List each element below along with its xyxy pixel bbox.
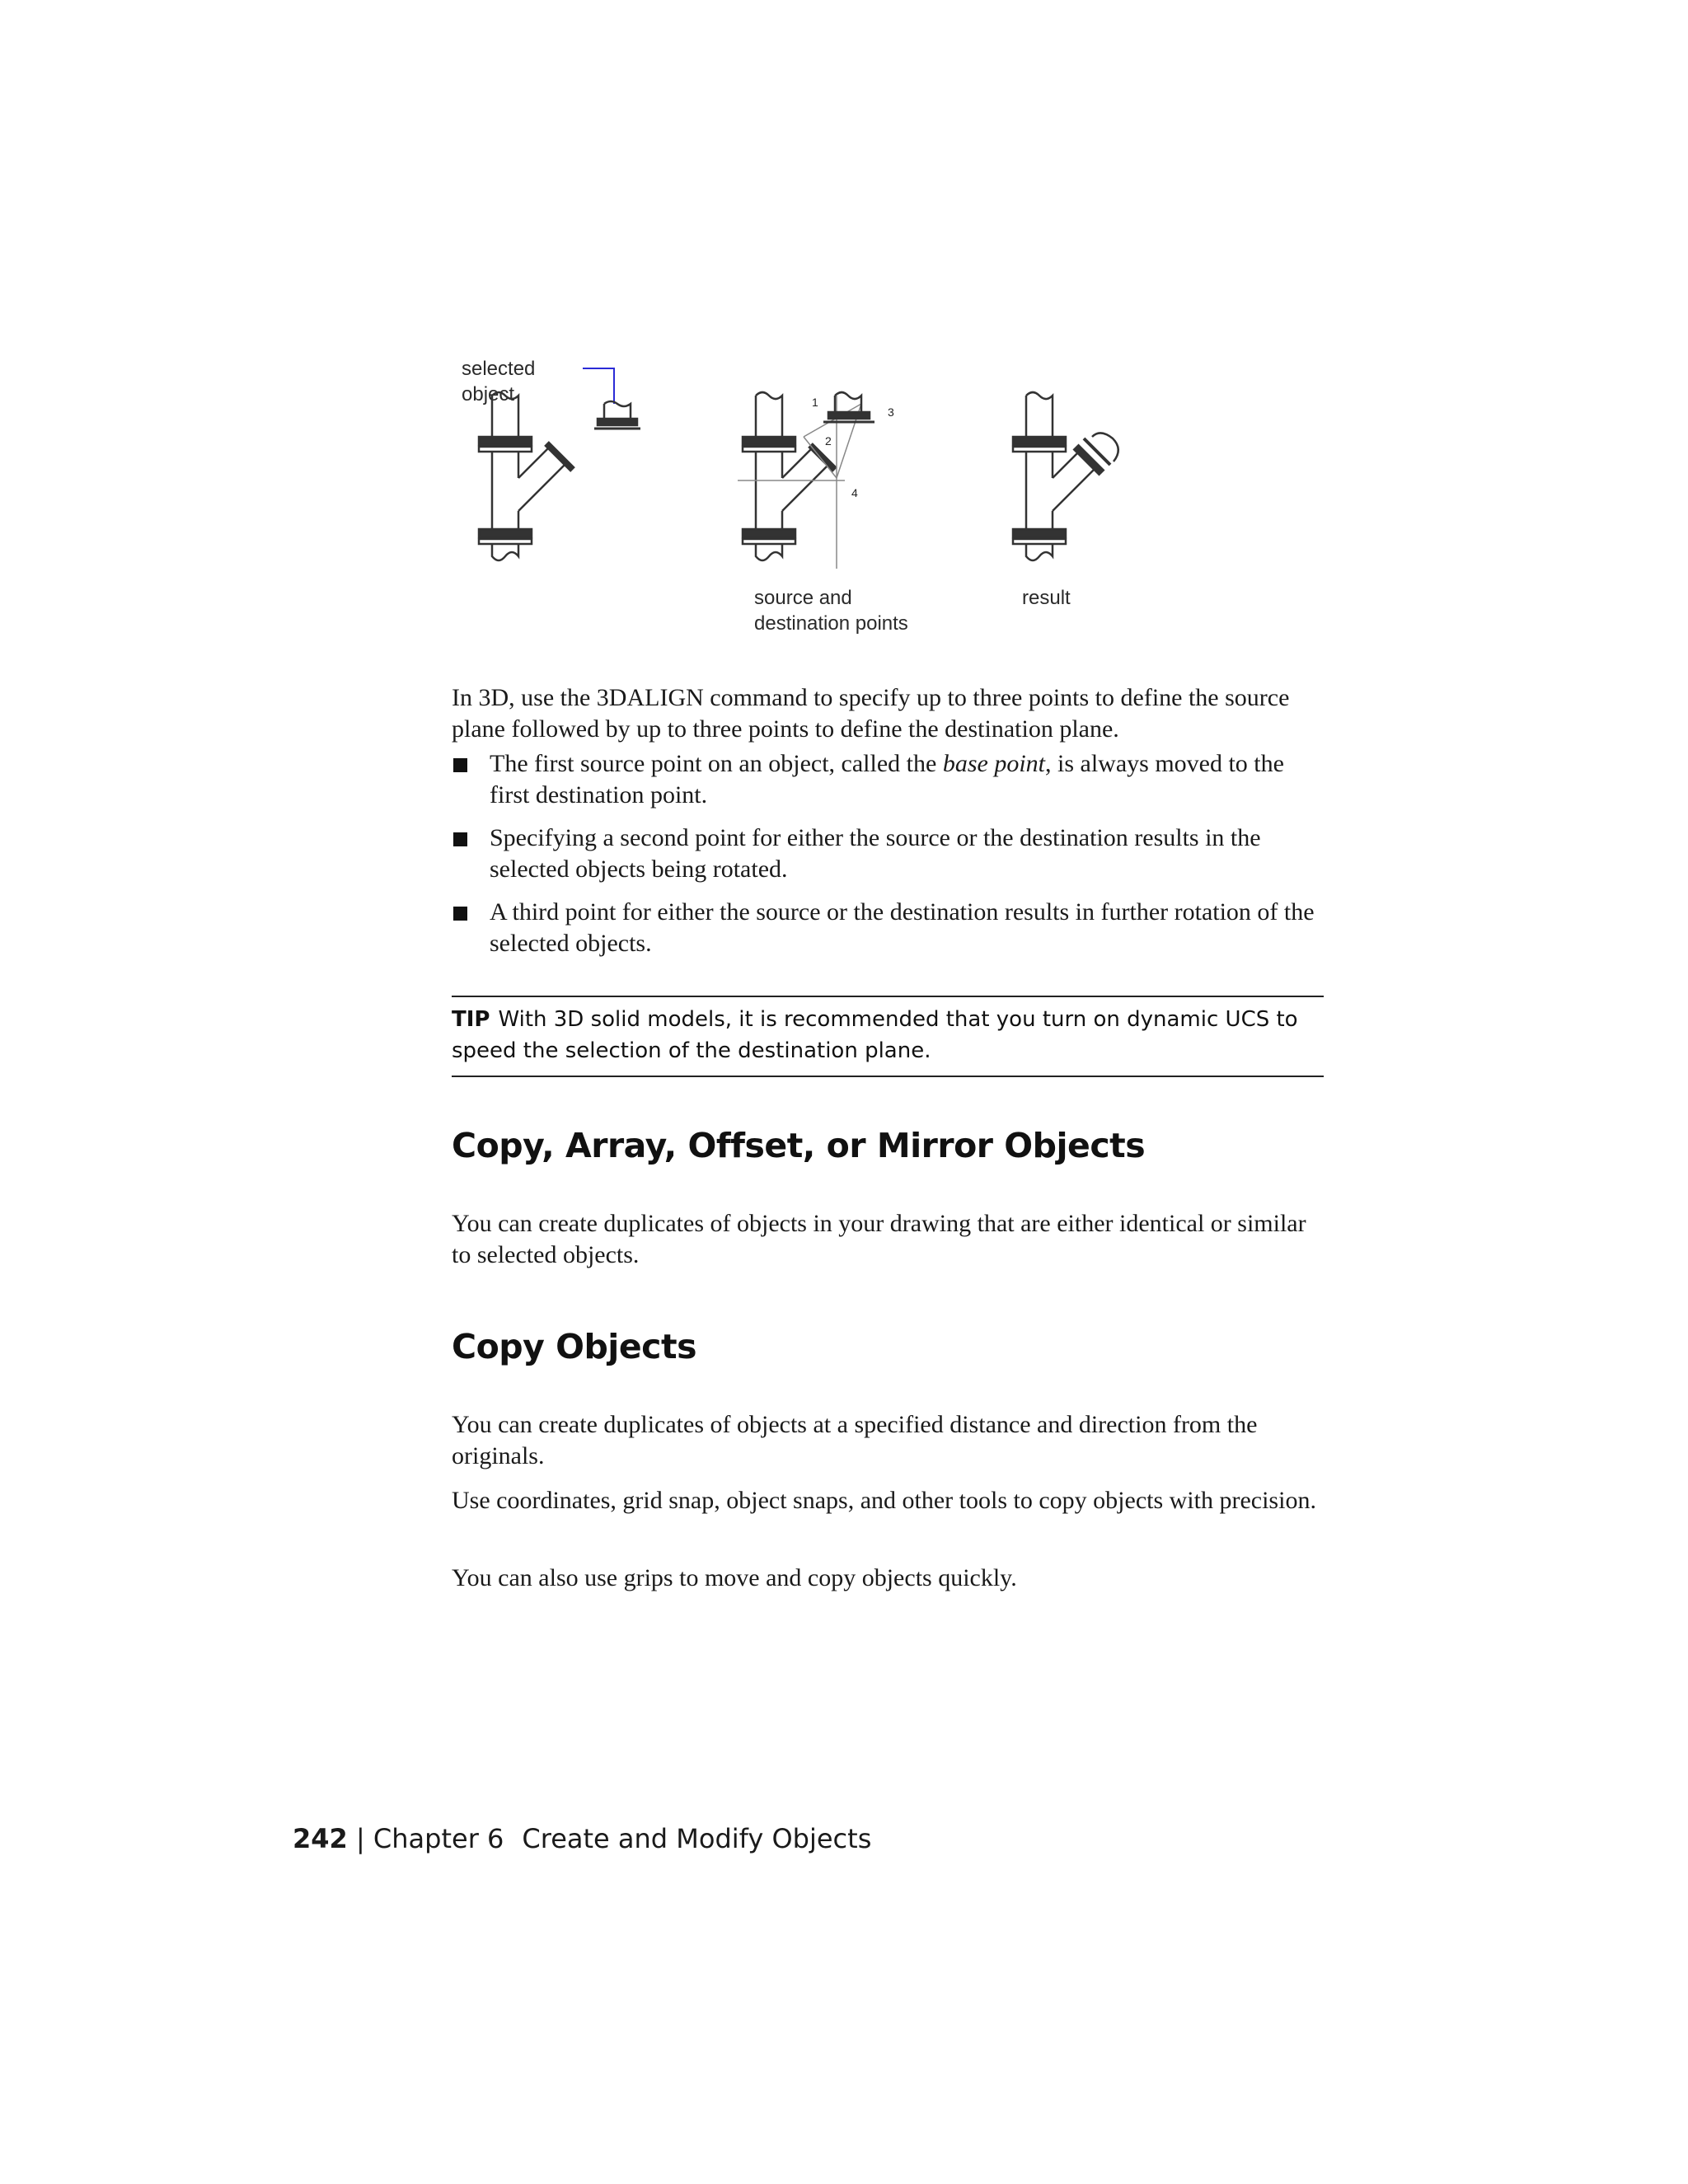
result-label: result bbox=[1022, 587, 1071, 609]
chapter-label: Chapter 6 bbox=[373, 1823, 504, 1854]
source-destination-label: source and destination points bbox=[754, 587, 908, 635]
list-item: The first source point on an object, called the base point, is always moved to the first destination point. bbox=[452, 748, 1325, 811]
bullet-square-icon bbox=[453, 758, 467, 772]
pipe-drawing-points bbox=[738, 392, 874, 569]
3dalign-figure bbox=[449, 346, 1323, 651]
bullet-square-icon bbox=[453, 832, 467, 846]
pipe-drawing-original bbox=[479, 368, 640, 560]
footer-separator: | bbox=[347, 1823, 373, 1854]
point-label-3: 3 bbox=[888, 405, 894, 419]
pipe-drawings bbox=[449, 346, 1323, 585]
base-point-term: base point bbox=[942, 750, 1045, 777]
point-label-2: 2 bbox=[825, 434, 832, 448]
page-footer bbox=[293, 1823, 871, 1854]
tip-text: With 3D solid models, it is recommended that you turn on dynamic UCS to speed the selection of the destination plane. bbox=[452, 1007, 1298, 1063]
tip-label: TIP bbox=[452, 1007, 490, 1032]
selected-object-label: selected object bbox=[462, 358, 536, 405]
section2-paragraph-3: You can also use grips to move and copy objects quickly. bbox=[452, 1564, 1017, 1591]
page-number: 242 bbox=[293, 1823, 348, 1854]
section1-body: You can create duplicates of objects in your drawing that are either identical or similar to selected objects. bbox=[452, 1210, 1306, 1268]
intro-paragraph: In 3D, use the 3DALIGN command to specify up to three points to define the source plane followed by up to three points to define the destination plane. bbox=[452, 684, 1290, 743]
section2-paragraph-2: Use coordinates, grid snap, object snaps, and other tools to copy objects with precision. bbox=[452, 1487, 1316, 1514]
bullet-square-icon bbox=[453, 907, 467, 921]
chapter-title: Create and Modify Objects bbox=[522, 1823, 872, 1854]
section-heading-copy-objects: Copy Objects bbox=[452, 1327, 696, 1366]
pipe-drawing-result bbox=[1013, 392, 1118, 560]
bullet-list bbox=[452, 748, 1325, 971]
point-label-4: 4 bbox=[851, 486, 858, 499]
list-item: Specifying a second point for either the source or the destination results in the selected objects being rotated. bbox=[452, 823, 1325, 885]
section-heading-copy-array: Copy, Array, Offset, or Mirror Objects bbox=[452, 1126, 1146, 1165]
section2-paragraph-1: You can create duplicates of objects at a specified distance and direction from the originals. bbox=[452, 1411, 1258, 1469]
list-item: A third point for either the source or the destination results in further rotation of the selected objects. bbox=[452, 897, 1325, 959]
tip-box bbox=[452, 996, 1324, 1077]
point-label-1: 1 bbox=[812, 396, 818, 409]
